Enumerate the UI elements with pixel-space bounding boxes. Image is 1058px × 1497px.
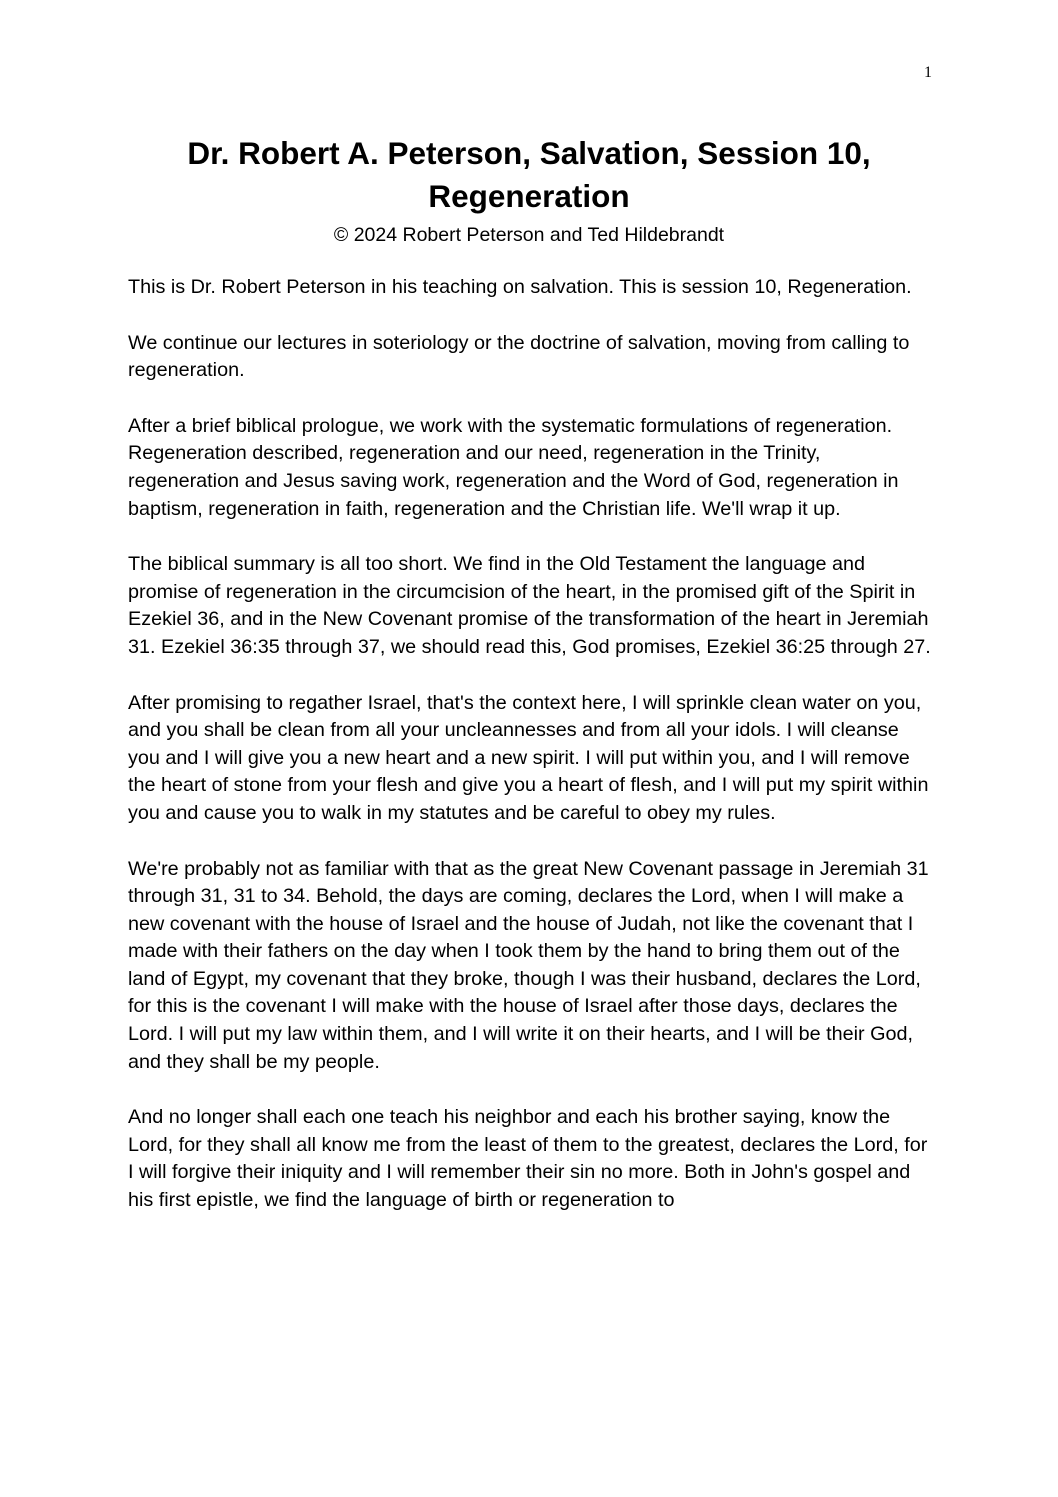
document-title: Dr. Robert A. Peterson, Salvation, Session 10, Regeneration — [187, 135, 871, 214]
document-body — [128, 274, 933, 1243]
page-number: 1 — [924, 64, 932, 81]
paragraph: After promising to regather Israel, that's the context here, I will sprinkle clean water on you, and you shall be clean from all your uncleannesses and from all your idols. I will cleanse you and I will give you a new heart and a new spirit. I will put within you, and I will remove the heart of stone from your flesh and give you a heart of flesh, and I will put my spirit within you and cause you to walk in my statutes and be careful to obey my rules. — [128, 691, 929, 824]
paragraph: And no longer shall each one teach his neighbor and each his brother saying, know the Lord, for they shall all know me from the least of them to the greatest, declares the Lord, for I will forgive their iniquity and I will remember their sin no more. Both in John's gospel and his first epistle, we find the language of birth or regeneration to — [128, 1106, 928, 1212]
paragraph: This is Dr. Robert Peterson in his teaching on salvation. This is session 10, Regeneration. — [128, 276, 912, 298]
paragraph: The biblical summary is all too short. We find in the Old Testament the language and promise of regeneration in the circumcision of the heart, in the promised gift of the Spirit in Ezekiel 36, and in the New Covenant promise of the transformation of the heart in Jeremiah 31. Ezekiel 36:35 through 37, we should read this, God promises, Ezekiel 36:25 through 27. — [128, 553, 931, 658]
paragraph: We continue our lectures in soteriology or the doctrine of salvation, moving from calling to regeneration. — [128, 331, 910, 382]
paragraph: We're probably not as familiar with that as the great New Covenant passage in Jeremiah 31 through 31, 31 to 34. Behold, the days are coming, declares the Lord, when I will make a new covenant with the house of Israel and the house of Judah, not like the covenant that I made with their fathers on the day when I took them by the hand to bring them out of the land of Egypt, my covenant that they broke, though I was their husband, declares the Lord, for this is the covenant I will make with the house of Israel after those days, declares the Lord. I will put my law within them, and I will write it on their hearts, and I will be their God, and they shall be my people. — [128, 857, 929, 1073]
copyright-line: © 2024 Robert Peterson and Ted Hildebrandt — [333, 224, 725, 246]
paragraph: After a brief biblical prologue, we work with the systematic formulations of regeneration. Regeneration described, regeneration and our need, regeneration in the Trinity, regeneration and Jesus saving work, regeneration and the Word of God, regeneration in baptism, regeneration in faith, regeneration and the Christian life. We'll wrap it up. — [128, 414, 899, 520]
document-header — [128, 132, 930, 249]
